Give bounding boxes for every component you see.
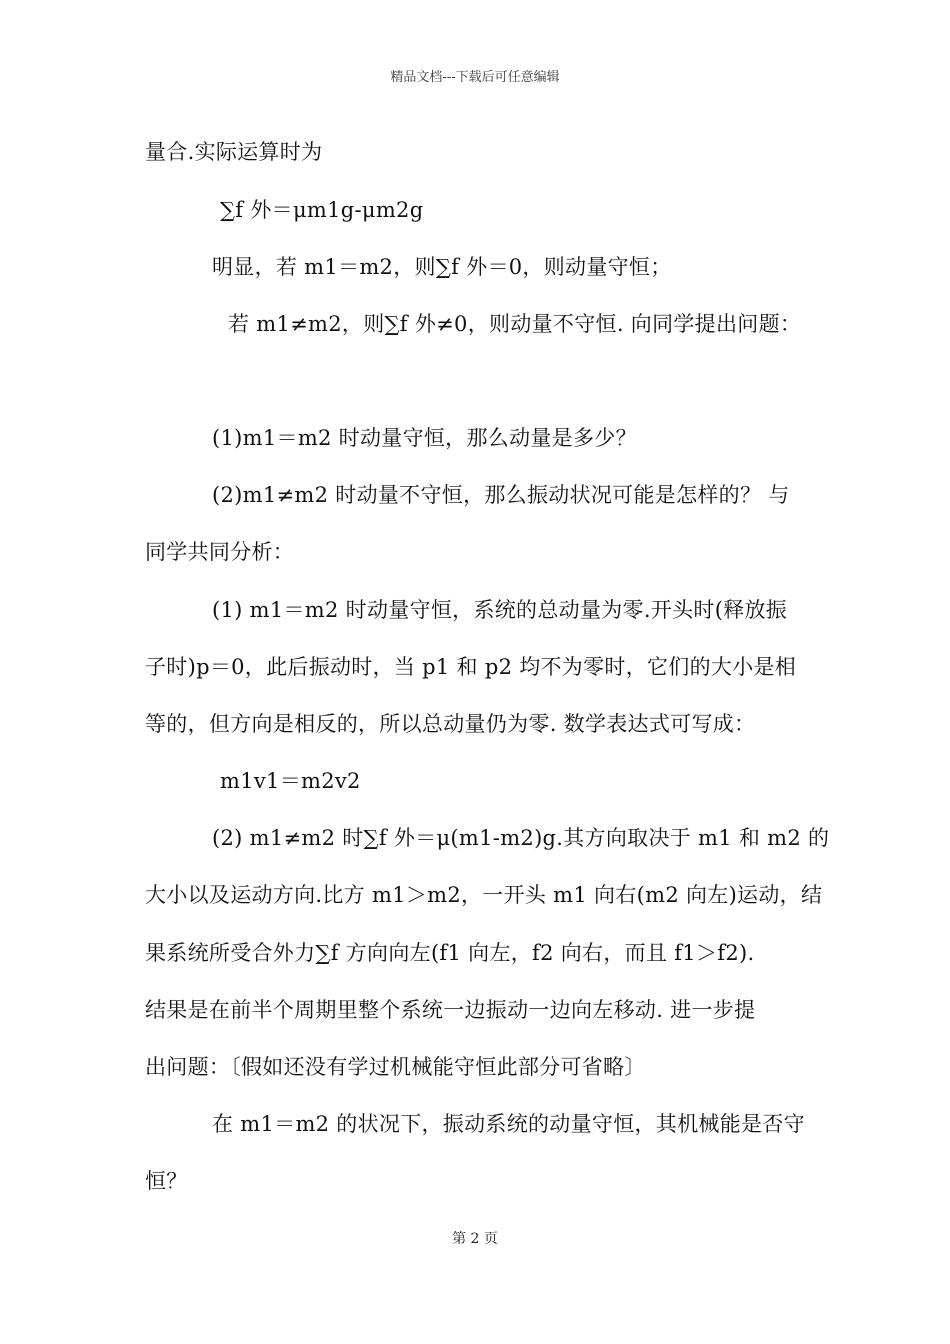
question-2: (2)m1≠m2 时动量不守恒，那么振动状况可能是怎样的？ 与: [212, 483, 790, 507]
question-1: (1)m1＝m2 时动量守恒，那么动量是多少？: [212, 426, 637, 450]
text-line: 子时)p＝0，此后振动时，当 p1 和 p2 均不为零时，它们的大小是相: [145, 655, 797, 679]
text-line: 结果是在前半个周期里整个系统一边振动一边向左移动. 进一步提: [145, 998, 756, 1022]
text-line: 量合.实际运算时为: [145, 140, 323, 164]
text-line: 若 m1≠m2，则∑f 外≠0，则动量不守恒. 向同学提出问题：: [228, 312, 802, 336]
text-line: 大小以及运动方向.比方 m1＞m2，一开头 m1 向右(m2 向左)运动，结: [145, 883, 823, 907]
text-line: 果系统所受合外力∑f 方向向左(f1 向左，f2 向右，而且 f1＞f2).: [145, 941, 755, 965]
text-line: 等的，但方向是相反的，所以总动量仍为零. 数学表达式可写成：: [145, 712, 756, 736]
text-line: 同学共同分析：: [145, 540, 295, 564]
analysis-2: (2) m1≠m2 时∑f 外＝μ(m1-m2)g.其方向取决于 m1 和 m2 的: [212, 826, 830, 850]
page-number: 第 2 页: [452, 1231, 498, 1247]
text-line: 恒？: [145, 1169, 188, 1193]
analysis-1: (1) m1＝m2 时动量守恒，系统的总动量为零.开头时(释放振: [212, 598, 788, 622]
formula-line: m1v1＝m2v2: [220, 769, 361, 793]
formula-line: ∑f 外＝μm1g-μm2g: [220, 198, 424, 222]
text-line: 出问题：〔假如还没有学过机械能守恒此部分可省略〕: [145, 1055, 646, 1079]
text-line: 明显，若 m1＝m2，则∑f 外＝0，则动量守恒；: [212, 255, 672, 279]
page-header: 精品文档---下载后可任意编辑: [390, 70, 560, 85]
text-line: 在 m1＝m2 的状况下，振动系统的动量守恒，其机械能是否守: [212, 1112, 805, 1136]
